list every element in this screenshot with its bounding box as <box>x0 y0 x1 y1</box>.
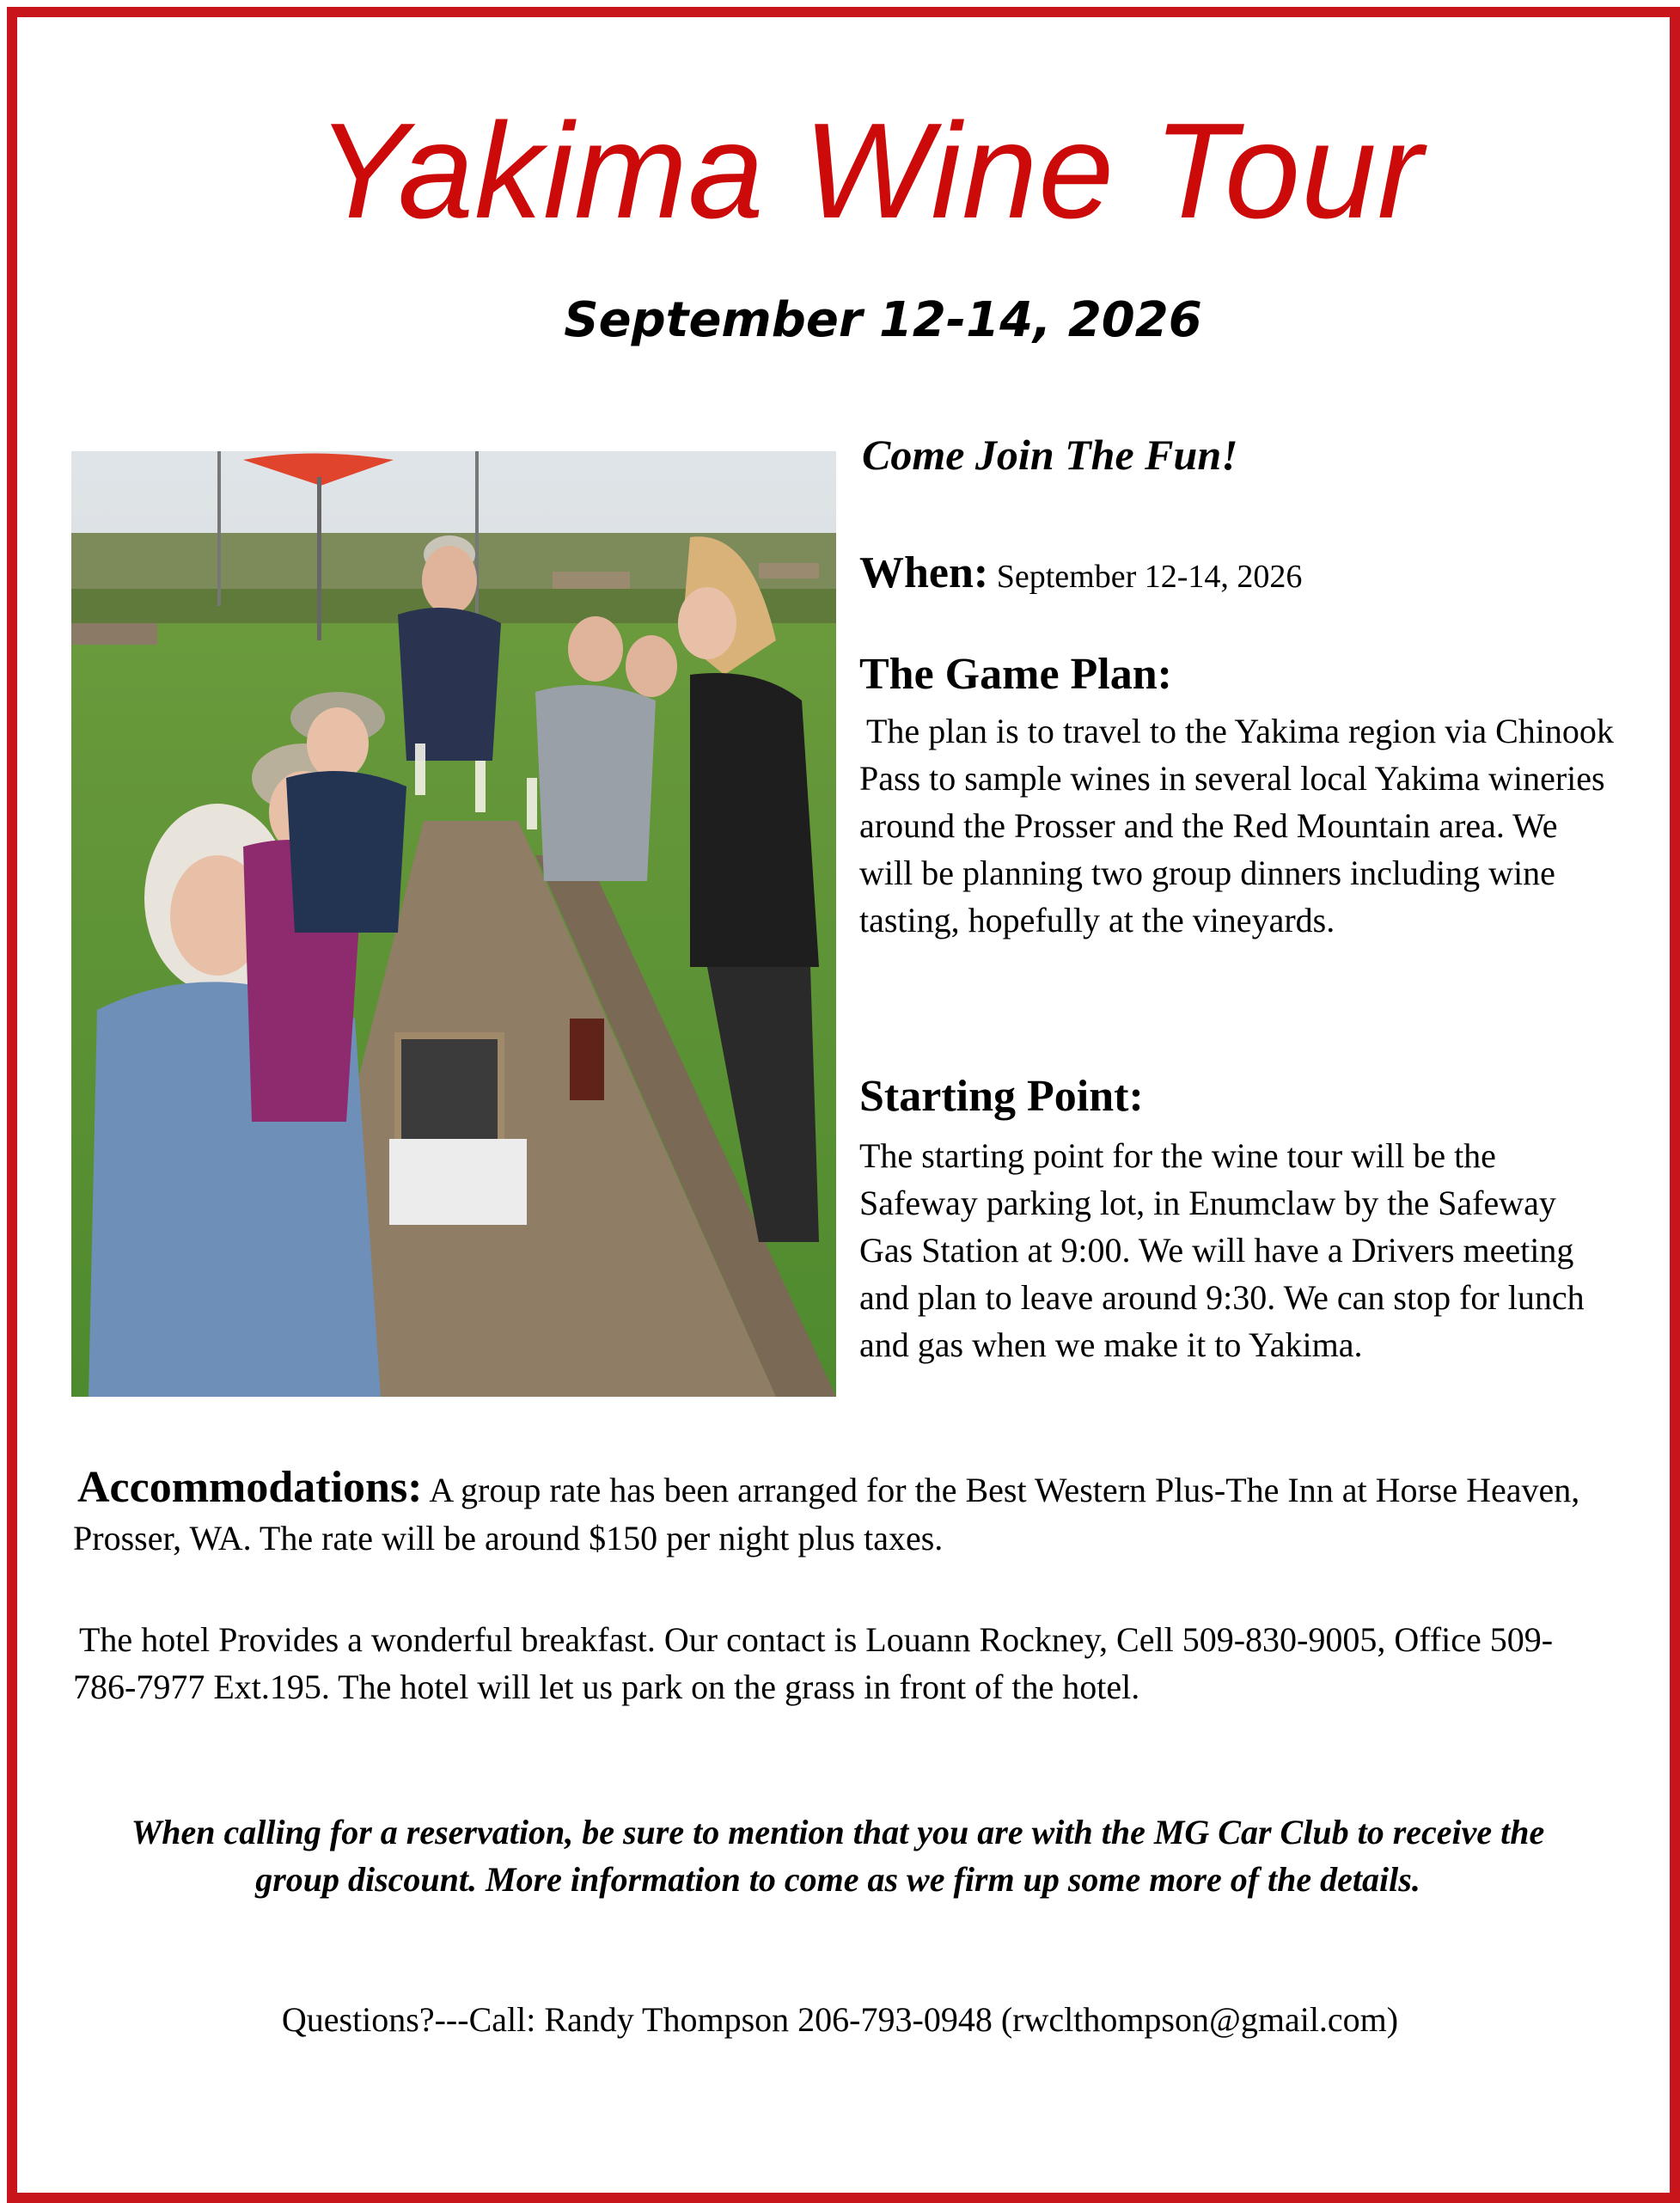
game-plan-body: The plan is to travel to the Yakima region via Chinook Pass to sample wines in several local Yakima wineries around the Prosser and the Red Mountain area. We will be planning two group dinners including wine tasting, hopefully at the vineyards. <box>859 712 1614 939</box>
tagline: Come Join The Fun! <box>862 431 1238 479</box>
when-value: September 12-14, 2026 <box>996 559 1303 595</box>
reservation-note: When calling for a reservation, be sure to mention that you are with the MG Car Club to receive the group discount. More information to come as we firm up some more of the details. <box>131 1813 1545 1899</box>
group-photo <box>71 451 836 1397</box>
accommodations-paragraph <box>73 1464 1611 1563</box>
when-line <box>859 548 1302 598</box>
starting-point-body: The starting point for the wine tour will be the Safeway parking lot, in Enumclaw by the Safeway Gas Station at 9:00. We will have a Drivers meeting and plan to leave around 9:30. We can stop for lunch and gas when we make it to Yakima. <box>859 1136 1585 1364</box>
page-title: Yakima Wine Tour <box>316 95 1424 247</box>
accommodations-label: Accommodations: <box>77 1463 423 1512</box>
contact-line: Questions?---Call: Randy Thompson 206-793-0948 (rwclthompson@gmail.com) <box>281 2000 1399 2039</box>
accommodations-body: A group rate has been arranged for the Best Western Plus-The Inn at Horse Heaven, Prosser, WA. The rate will be around $150 per night plus taxes. <box>73 1471 1580 1557</box>
starting-point-heading: Starting Point: <box>859 1072 1144 1121</box>
hotel-paragraph: The hotel Provides a wonderful breakfast. Our contact is Louann Rockney, Cell 509-830-9005, Office 509-786-7977 Ext.195. The hotel will let us park on the grass in front of the hotel. <box>73 1620 1554 1706</box>
when-label: When: <box>859 548 989 597</box>
game-plan-heading: The Game Plan: <box>859 650 1172 699</box>
event-date-heading: September 12-14, 2026 <box>564 292 1202 348</box>
